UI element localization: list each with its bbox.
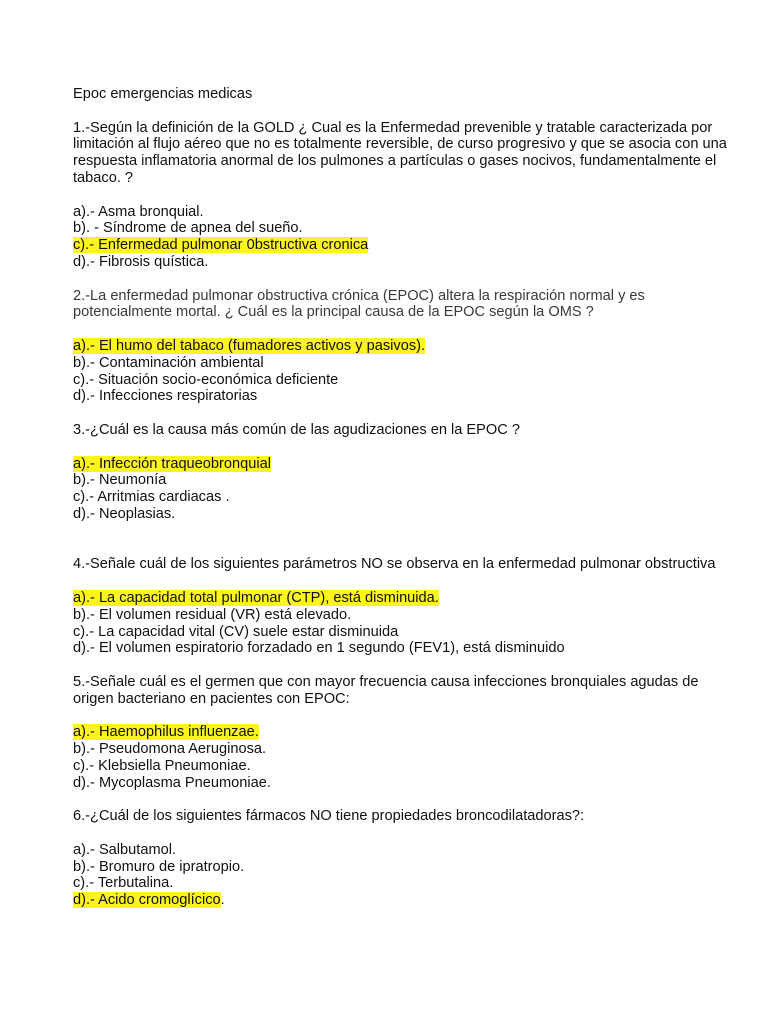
q5-option-d: d).- Mycoplasma Pneumoniae. — [73, 774, 271, 791]
question-2: 2.-La enfermedad pulmonar obstructiva crónica (EPOC) altera la respiración normal y es potencialmente mortal. ¿ Cuál es la principal causa de la EPOC según la OMS ? — [73, 287, 645, 321]
question-2-options — [73, 338, 733, 405]
document-title: Epoc emergencias medicas — [73, 86, 253, 102]
q5-option-c: c).- Klebsiella Pneumoniae. — [73, 757, 251, 774]
q4-option-b: b).- El volumen residual (VR) está elevado. — [73, 606, 352, 623]
q6-option-d-answer: d).- Acido cromoglícico. — [73, 892, 225, 909]
question-5-options — [73, 724, 733, 791]
q6-answer-suffix: . — [220, 892, 225, 909]
question-6: 6.-¿Cuál de los siguientes fármacos NO tiene propiedades broncodilatadoras?: — [73, 808, 585, 825]
q2-option-b: b).- Contaminación ambiental — [73, 354, 264, 371]
q1-option-c-answer: c).- Enfermedad pulmonar 0bstructiva cronica — [73, 237, 369, 254]
q5-option-b: b).- Pseudomona Aeruginosa. — [73, 741, 267, 758]
question-1-options — [73, 204, 733, 271]
question-5: 5.-Señale cuál es el germen que con mayor frecuencia causa infecciones bronquiales agudas de origen bacteriano en pacientes con EPOC: — [73, 673, 699, 707]
q1-option-a: a).- Asma bronquial. — [73, 203, 204, 220]
q6-option-b: b).- Bromuro de ipratropio. — [73, 858, 245, 875]
q6-option-c: c).- Terbutalina. — [73, 875, 174, 892]
q2-option-a-answer: a).- El humo del tabaco (fumadores activos y pasivos). — [73, 337, 426, 354]
question-1: 1.-Según la definición de la GOLD ¿ Cual es la Enfermedad prevenible y tratable caracterizada por limitación al flujo aéreo que no es totalmente reversible, de curso progresivo y que se asocia con una respuesta inflamatoria anormal de los pulmones a partículas o gases nocivos, fundamentalmente el tabaco. ? — [73, 119, 727, 186]
q4-option-a-answer: a).- La capacidad total pulmonar (CTP), está disminuida. — [73, 589, 439, 606]
question-4: 4.-Señale cuál de los siguientes parámetros NO se observa en la enfermedad pulmonar obstructiva — [73, 556, 716, 573]
q6-option-a: a).- Salbutamol. — [73, 841, 177, 858]
q4-option-d: d).- El volumen espiratorio forzadado en 1 segundo (FEV1), está disminuido — [73, 640, 565, 657]
q4-option-c: c).- La capacidad vital (CV) suele estar disminuida — [73, 623, 399, 640]
q3-option-b: b).- Neumonía — [73, 472, 167, 489]
question-4-options — [73, 590, 733, 657]
q2-option-d: d).- Infecciones respiratorias — [73, 388, 258, 405]
q1-option-d: d).- Fibrosis quística. — [73, 253, 209, 270]
question-3: 3.-¿Cuál es la causa más común de las agudizaciones en la EPOC ? — [73, 421, 520, 438]
q3-option-d: d).- Neoplasias. — [73, 505, 176, 522]
document-body — [73, 86, 733, 926]
question-6-options — [73, 842, 733, 909]
q3-option-c: c).- Arritmias cardiacas . — [73, 489, 230, 506]
q2-option-c: c).- Situación socio-económica deficiente — [73, 371, 339, 388]
q5-option-a-answer: a).- Haemophilus influenzae. — [73, 724, 259, 741]
q1-option-b: b). - Síndrome de apnea del sueño. — [73, 220, 303, 237]
question-3-options — [73, 456, 733, 523]
q3-option-a-answer: a).- Infección traqueobronquial — [73, 455, 271, 472]
